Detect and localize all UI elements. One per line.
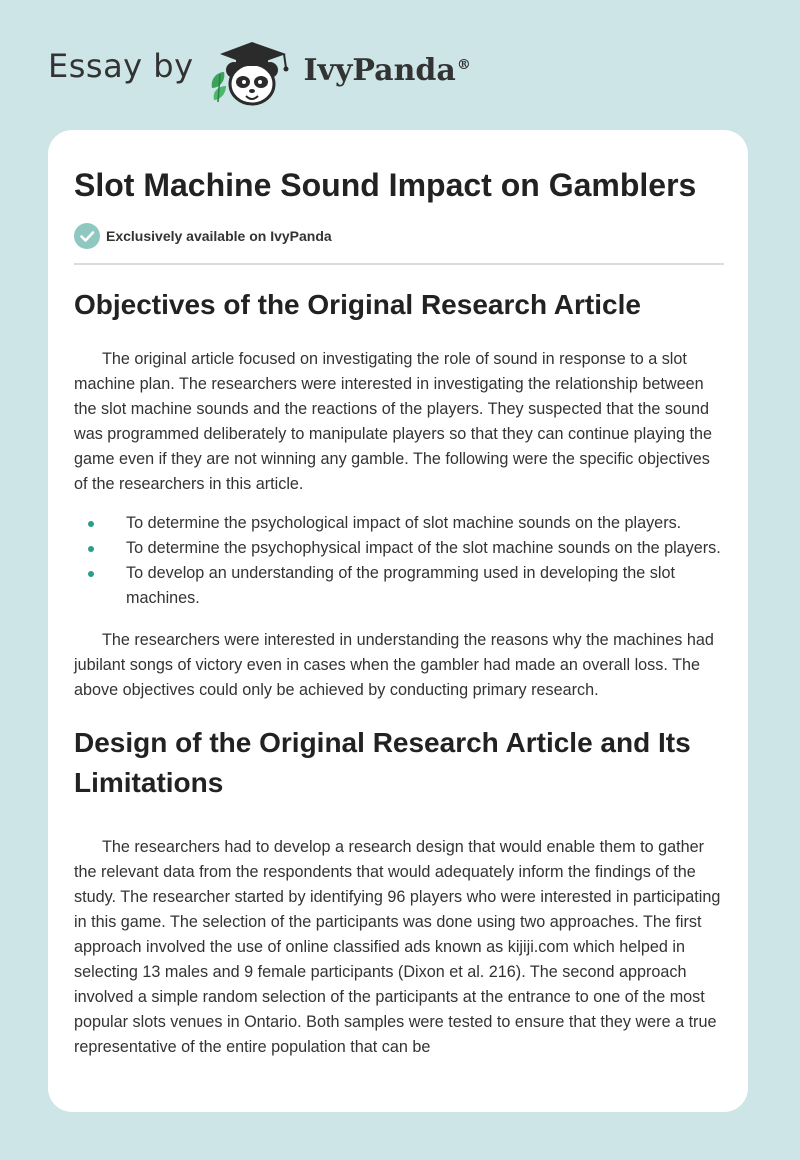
- exclusive-badge-text: Exclusively available on IvyPanda: [106, 228, 332, 244]
- exclusive-badge: [74, 223, 724, 249]
- brand-name-text: IvyPanda: [303, 52, 456, 88]
- list-item: [74, 561, 724, 611]
- brand-name[interactable]: [304, 53, 471, 88]
- section-heading-design: Design of the Original Research Article and Its Limitations: [74, 727, 691, 798]
- essay-content: [74, 130, 724, 1060]
- bullet-dot-icon: [88, 521, 94, 527]
- brand-header: [48, 36, 471, 108]
- title-divider: [74, 263, 724, 265]
- list-item-text: To develop an understanding of the programming used in developing the slot machines.: [126, 564, 675, 607]
- bullet-dot-icon: [88, 571, 94, 577]
- section-heading-objectives: Objectives of the Original Research Article: [74, 289, 641, 320]
- list-item: [74, 536, 724, 561]
- registered-mark: ®: [456, 56, 471, 73]
- objectives-intro-paragraph: The original article focused on investigating the role of sound in response to a slot machine plan. The researchers were interested in investigating the relationship between the slot machine sounds and the reactions of the players. They suspected that the sound was programmed deliberately to manipulate players so that they can continue playing the game even if they are not winning any gamble. The following were the specific objectives of the researchers in this article.: [74, 350, 712, 493]
- essay-title: Slot Machine Sound Impact on Gamblers: [74, 167, 697, 203]
- check-circle-icon: [74, 223, 100, 249]
- list-item-text: To determine the psychophysical impact of the slot machine sounds on the players.: [126, 539, 721, 557]
- brand-prefix: Essay by: [48, 47, 194, 85]
- list-item: [74, 511, 724, 536]
- panda-logo-icon[interactable]: [206, 36, 302, 108]
- essay-card: [48, 130, 748, 1112]
- list-item-text: To determine the psychological impact of slot machine sounds on the players.: [126, 514, 682, 532]
- objectives-outro-paragraph: The researchers were interested in understanding the reasons why the machines had jubilant songs of victory even in cases when the gambler had made an overall loss. The above objectives could only be achieved by conducting primary research.: [74, 631, 714, 699]
- design-paragraph: The researchers had to develop a research design that would enable them to gather the relevant data from the respondents that would adequately inform the findings of the study. The researcher started by identifying 96 players who were interested in participating in this game. The selection of the participants was done using two approaches. The first approach involved the use of online classified ads known as kijiji.com which helped in selecting 13 males and 9 female participants (Dixon et al. 216). The second approach involved a simple random selection of the participants at the entrance to one of the most popular slots venues in Ontario. Both samples were tested to ensure that they were a true representative of the entire population that can be: [74, 838, 721, 1056]
- bullet-dot-icon: [88, 546, 94, 552]
- objectives-list: [74, 511, 724, 611]
